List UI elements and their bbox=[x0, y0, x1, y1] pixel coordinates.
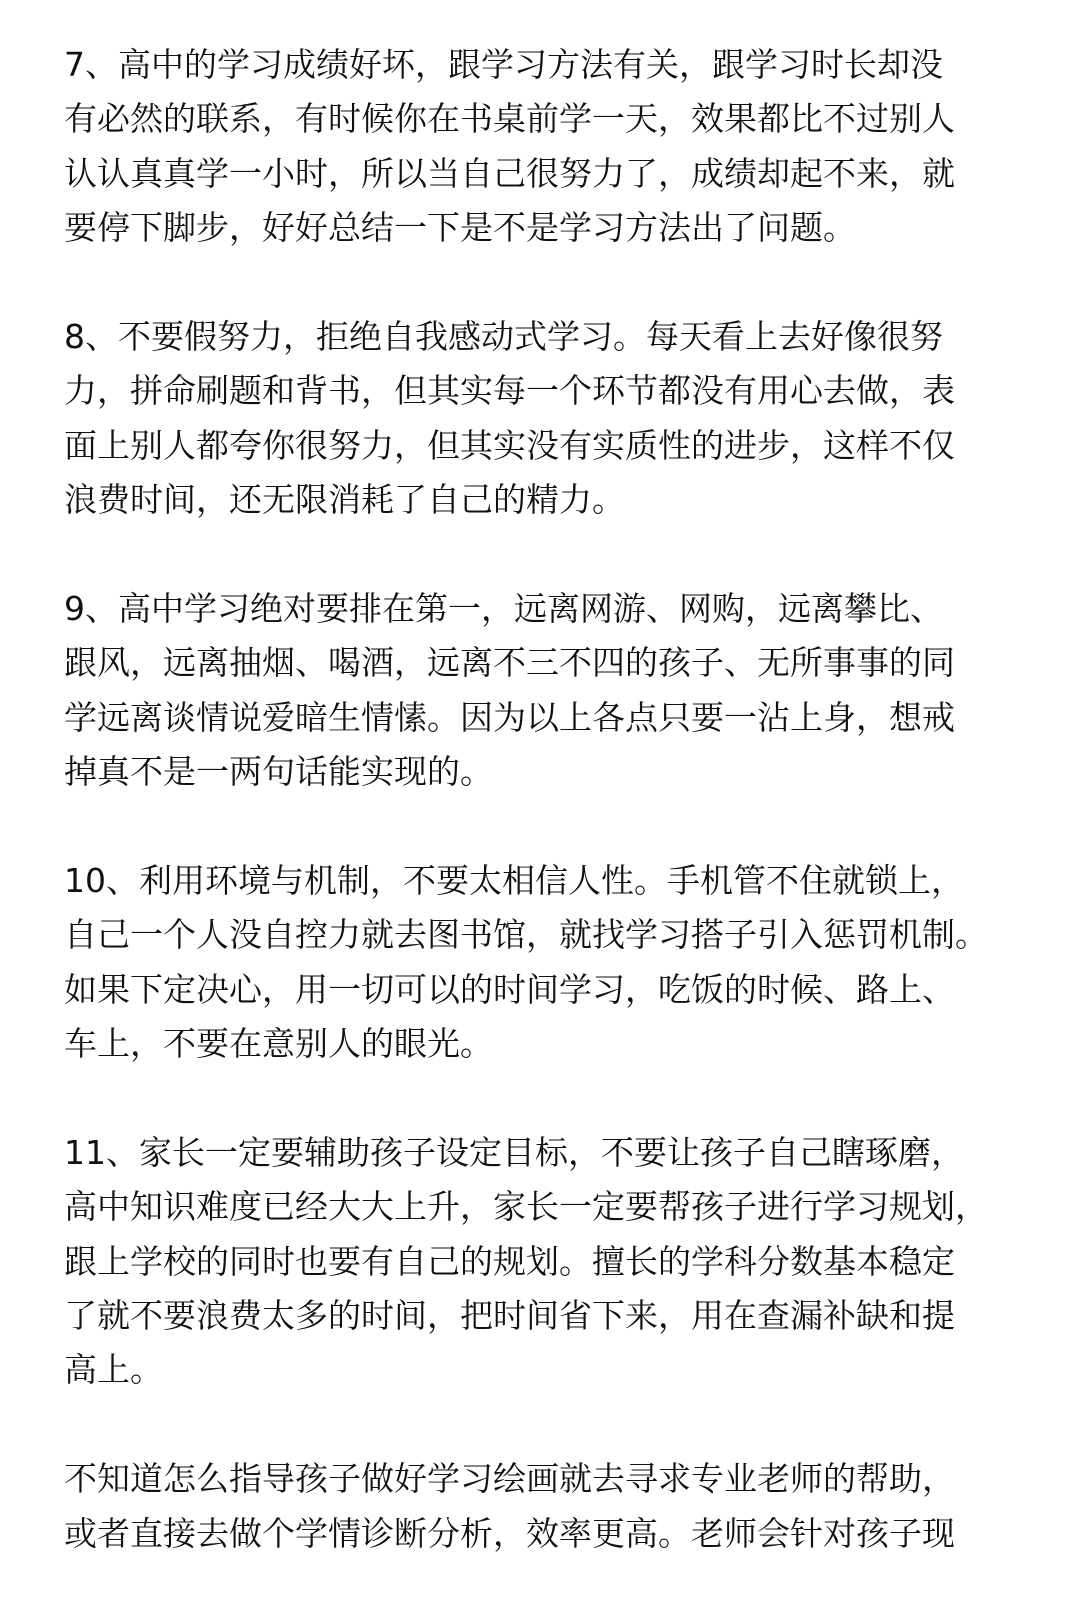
text-line: 10、利用环境与机制，不要太相信人性。手机管不住就锁上， bbox=[64, 860, 964, 900]
text-line: 9、高中学习绝对要排在第一，远离网游、网购，远离攀比、 bbox=[64, 588, 943, 628]
text-line: 高中知识难度已经大大上升，家长一定要帮孩子进行学习规划， bbox=[64, 1187, 988, 1227]
text-line: 有必然的联系，有时候你在书桌前学一天，效果都比不过别人 bbox=[64, 99, 955, 139]
text-line: 跟上学校的同时也要有自己的规划。擅长的学科分数基本稳定 bbox=[64, 1241, 955, 1281]
text-line: 7、高中的学习成绩好坏，跟学习方法有关，跟学习时长却没 bbox=[64, 45, 943, 84]
text-line: 不知道怎么指导孩子做好学习绘画就去寻求专业老师的帮助， bbox=[64, 1459, 955, 1499]
paragraph-7 bbox=[64, 38, 1034, 256]
text-line: 认认真真学一小时，所以当自己很努力了，成绩却起不来，就 bbox=[64, 153, 955, 193]
text-line: 8、不要假努力，拒绝自我感动式学习。每天看上去好像很努 bbox=[64, 316, 943, 356]
text-line: 车上，不要在意别人的眼光。 bbox=[64, 1024, 493, 1064]
text-line: 11、家长一定要辅助孩子设定目标，不要让孩子自己瞎琢磨， bbox=[64, 1132, 964, 1172]
text-line: 要停下脚步，好好总结一下是不是学习方法出了问题。 bbox=[64, 208, 856, 248]
text-line: 面上别人都夸你很努力，但其实没有实质性的进步，这样不仅 bbox=[64, 425, 955, 465]
paragraph-10 bbox=[64, 854, 1034, 1072]
text-line: 自己一个人没自控力就去图书馆，就找学习搭子引入惩罚机制。 bbox=[64, 915, 988, 955]
text-line: 学远离谈情说爱暗生情愫。因为以上各点只要一沾上身，想戒 bbox=[64, 697, 955, 737]
text-line: 跟风，远离抽烟、喝酒，远离不三不四的孩子、无所事事的同 bbox=[64, 643, 955, 683]
document-body bbox=[64, 38, 1034, 1615]
text-line: 高上。 bbox=[64, 1350, 163, 1390]
text-line: 浪费时间，还无限消耗了自己的精力。 bbox=[64, 480, 625, 520]
text-line: 或者直接去做个学情诊断分析，效率更高。老师会针对孩子现 bbox=[64, 1513, 955, 1553]
paragraph-closing bbox=[64, 1452, 1034, 1561]
text-line: 力，拼命刷题和背书，但其实每一个环节都没有用心去做，表 bbox=[64, 371, 955, 411]
paragraph-8 bbox=[64, 310, 1034, 528]
paragraph-9 bbox=[64, 582, 1034, 800]
paragraph-11 bbox=[64, 1126, 1034, 1398]
text-line: 掉真不是一两句话能实现的。 bbox=[64, 752, 493, 792]
text-line: 如果下定决心，用一切可以的时间学习，吃饭的时候、路上、 bbox=[64, 969, 955, 1009]
text-line: 了就不要浪费太多的时间，把时间省下来，用在查漏补缺和提 bbox=[64, 1295, 955, 1335]
